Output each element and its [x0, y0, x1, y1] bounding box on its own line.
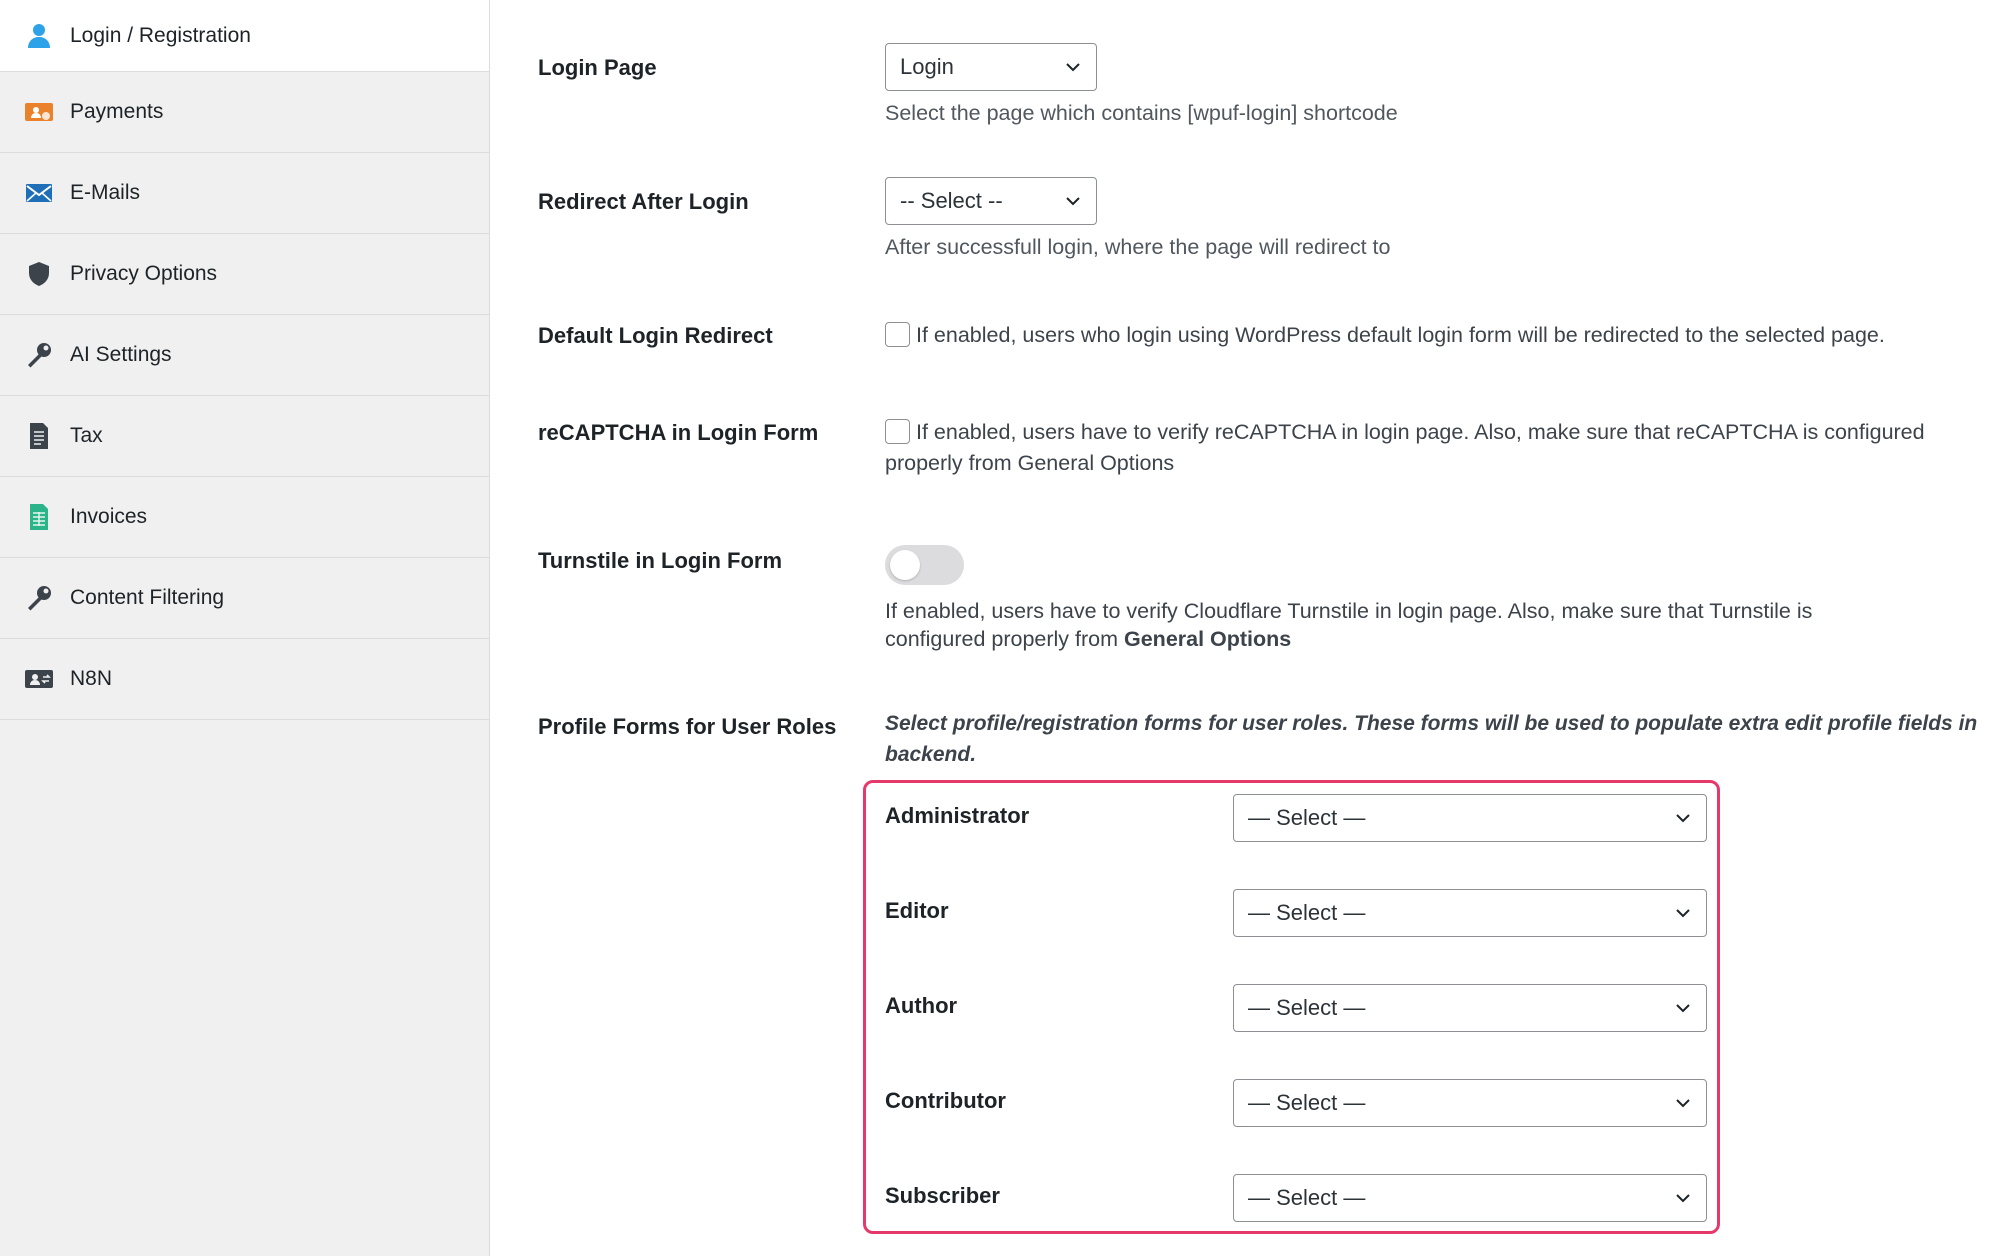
- sidebar-item-label: Login / Registration: [70, 23, 251, 47]
- login-page-select-value: Login: [900, 54, 954, 79]
- turnstile-login-text-line2: [885, 624, 1291, 654]
- role-select-subscriber[interactable]: [1233, 1174, 1707, 1222]
- role-select-value: — Select —: [1248, 1090, 1366, 1115]
- sidebar-item-content-filtering[interactable]: [0, 558, 489, 639]
- sidebar-item-label: Tax: [70, 424, 103, 447]
- spreadsheet-icon: [22, 500, 56, 534]
- toggle-knob: [890, 550, 920, 580]
- role-select-author[interactable]: [1233, 984, 1707, 1032]
- sidebar-item-label: AI Settings: [70, 343, 172, 366]
- wrench-icon: [22, 338, 56, 372]
- user-icon: [22, 19, 56, 53]
- default-login-redirect-checkbox[interactable]: [885, 322, 910, 347]
- role-label-editor: Editor: [885, 898, 949, 923]
- general-options-link[interactable]: General Options: [1124, 627, 1292, 651]
- sidebar-item-label: E-Mails: [70, 181, 141, 204]
- sidebar-item-payments[interactable]: [0, 72, 489, 153]
- payments-icon: [22, 95, 56, 129]
- role-label-administrator: Administrator: [885, 803, 1030, 828]
- recaptcha-login-label: reCAPTCHA in Login Form: [538, 420, 819, 445]
- sidebar-item-label: Privacy Options: [70, 262, 218, 285]
- role-select-administrator[interactable]: [1233, 794, 1707, 842]
- sidebar-item-label: Content Filtering: [70, 586, 225, 609]
- sidebar-item-label: Payments: [70, 100, 164, 123]
- sidebar-item-tax[interactable]: [0, 396, 489, 477]
- chevron-down-icon: [1672, 1187, 1694, 1209]
- role-label-contributor: Contributor: [885, 1088, 1006, 1113]
- recaptcha-login-checkbox[interactable]: [885, 419, 910, 444]
- role-select-value: — Select —: [1248, 1185, 1366, 1210]
- wrench-icon: [22, 581, 56, 615]
- profile-forms-description-line1: Select profile/registration forms for user roles. These forms will be used to populate extra edit profile fields in: [885, 712, 1978, 735]
- sidebar-item-n8n[interactable]: [0, 639, 489, 720]
- login-page-select[interactable]: [885, 43, 1097, 91]
- default-login-redirect-label: Default Login Redirect: [538, 323, 773, 348]
- login-page-description: Select the page which contains [wpuf-login] shortcode: [885, 101, 1398, 125]
- recaptcha-login-text-line1: If enabled, users have to verify reCAPTCHA in login page. Also, make sure that reCAPTCHA is configured: [916, 420, 1925, 444]
- role-label-author: Author: [885, 993, 958, 1018]
- recaptcha-login-text-line2: properly from General Options: [885, 451, 1175, 475]
- chevron-down-icon: [1062, 190, 1084, 212]
- role-select-contributor[interactable]: [1233, 1079, 1707, 1127]
- sidebar-item-ai-settings[interactable]: [0, 315, 489, 396]
- default-login-redirect-text: If enabled, users who login using WordPress default login form will be redirected to the selected page.: [916, 323, 1885, 347]
- sidebar-item-login-registration[interactable]: [0, 0, 489, 72]
- chevron-down-icon: [1672, 1092, 1694, 1114]
- role-select-value: — Select —: [1248, 900, 1366, 925]
- role-select-value: — Select —: [1248, 995, 1366, 1020]
- document-icon: [22, 419, 56, 453]
- settings-sidebar: [0, 0, 490, 1256]
- turnstile-login-text-line1: If enabled, users have to verify Cloudflare Turnstile in login page. Also, make sure that Turnstile is: [885, 599, 1813, 623]
- envelope-icon: [22, 176, 56, 210]
- login-page-label: Login Page: [538, 55, 657, 80]
- workflow-icon: [22, 662, 56, 696]
- turnstile-login-toggle[interactable]: [885, 545, 964, 585]
- turnstile-text-prefix: configured properly from: [885, 627, 1124, 651]
- redirect-after-login-select-value: -- Select --: [900, 188, 1003, 213]
- chevron-down-icon: [1062, 56, 1084, 78]
- redirect-after-login-description: After successfull login, where the page will redirect to: [885, 235, 1391, 259]
- profile-forms-description-line2: backend.: [885, 743, 977, 766]
- profile-forms-label: Profile Forms for User Roles: [538, 714, 837, 739]
- sidebar-item-emails[interactable]: [0, 153, 489, 234]
- role-label-subscriber: Subscriber: [885, 1183, 1000, 1208]
- sidebar-item-label: Invoices: [70, 505, 148, 528]
- chevron-down-icon: [1672, 807, 1694, 829]
- chevron-down-icon: [1672, 997, 1694, 1019]
- sidebar-item-invoices[interactable]: [0, 477, 489, 558]
- role-select-editor[interactable]: [1233, 889, 1707, 937]
- profile-forms-description: [885, 708, 1985, 770]
- turnstile-login-label: Turnstile in Login Form: [538, 548, 783, 573]
- redirect-after-login-label: Redirect After Login: [538, 189, 749, 214]
- role-select-value: — Select —: [1248, 805, 1366, 830]
- redirect-after-login-select[interactable]: [885, 177, 1097, 225]
- shield-icon: [22, 257, 56, 291]
- sidebar-item-label: N8N: [70, 667, 113, 690]
- chevron-down-icon: [1672, 902, 1694, 924]
- sidebar-item-privacy-options[interactable]: [0, 234, 489, 315]
